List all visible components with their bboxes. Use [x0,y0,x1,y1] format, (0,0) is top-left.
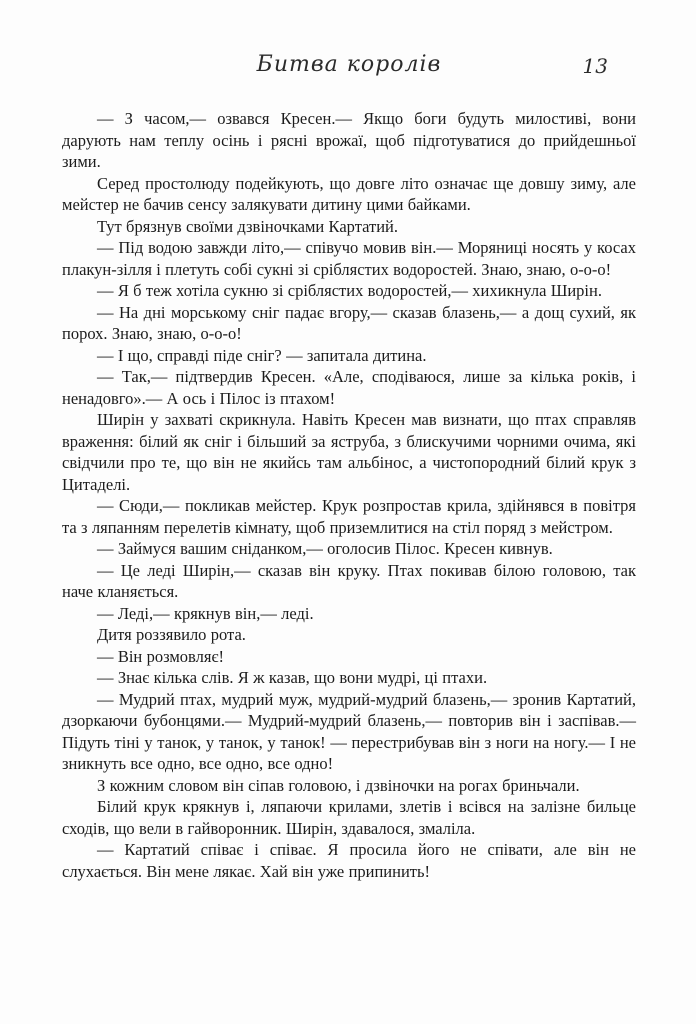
paragraph: — Так,— підтвердив Кресен. «Але, сподіваюся, лише за кілька років, і ненадовго».— А ось і Пілос із птахом! [62,367,636,408]
paragraph: — Під водою завжди літо,— співучо мовив він.— Моряниці носять у косах плакун-зілля і плетуть собі сукні зі сріблястих водоростей. Знаю, знаю, о-о-о! [62,238,636,279]
paragraph: Тут брязнув своїми дзвіночками Картатий. [97,216,398,236]
paragraph: Дитя роззявило рота. [97,625,246,644]
paragraph: — Я б теж хотіла сукню зі сріблястих водоростей,— хихикнула Ширін. [97,281,602,300]
paragraph: — Знає кілька слів. Я ж казав, що вони мудрі, ці птахи. [97,668,488,687]
paragraph: — Мудрий птах, мудрий муж, мудрий-мудрий блазень,— зронив Картатий, дзоркаючи бубонцями.— Мудрий-мудрий блазень,— повторив він і заспівав.— Підуть тіні у танок, у танок, у танок! — перестрибував він з ноги на ногу.— І не зникнуть все одно, все одно, все одно! [62,689,636,773]
paragraph: — Займуся вашим сніданком,— оголосив Пілос. Кресен кивнув. [97,539,553,558]
paragraph: — Картатий співає і співає. Я просила його не співати, але він не слухається. Він мене лякає. Хай він уже припинить! [62,840,636,881]
page-header [62,52,636,86]
paragraph: Білий крук крякнув і, ляпаючи крилами, злетів і всівся на залізне бильце сходів, що вели в гайворонник. Ширін, здавалося, змаліла. [62,797,636,838]
page-number: 13 [582,54,608,78]
paragraph: — Він розмовляє! [97,646,225,666]
paragraph: — Сюди,— покликав мейстер. Крук розпростав крила, здійнявся в повітря та з ляпанням перелетів кімнату, щоб приземлитися на стіл поряд з мейстром. [62,496,636,537]
paragraph: Ширін у захваті скрикнула. Навіть Кресен мав визнати, що птах справляв враження: білий як сніг і більший за яструба, з блискучими чорними очима, які свідчили про те, що він не якийсь там альбінос, а чистопородний білий крук з Цитаделі. [62,410,636,494]
paragraph: — Це леді Ширін,— сказав він круку. Птах покивав білою головою, так наче кланяється. [62,560,636,601]
paragraph: — На дні морському сніг падає вгору,— сказав блазень,— а дощ сухий, як порох. Знаю, знаю, о-о-о! [62,302,636,343]
paragraph: Серед простолюду подейкують, що довге літо означає ще довшу зиму, але мейстер не бачив сенсу залякувати дитину цими байками. [62,173,636,214]
paragraph: — З часом,— озвався Кресен.— Якщо боги будуть милостиві, вони дарують нам теплу осінь і рясні врожаї, щоб підготуватися до прийдешньої зими. [62,109,636,171]
paragraph: — І що, справді піде сніг? — запитала дитина. [97,345,427,365]
book-title: Битва королів [256,52,442,77]
page-body [62,108,636,882]
paragraph: З кожним словом він сіпав головою, і дзвіночки на рогах бриньчали. [97,775,580,795]
paragraph: — Леді,— крякнув він,— леді. [97,603,314,623]
